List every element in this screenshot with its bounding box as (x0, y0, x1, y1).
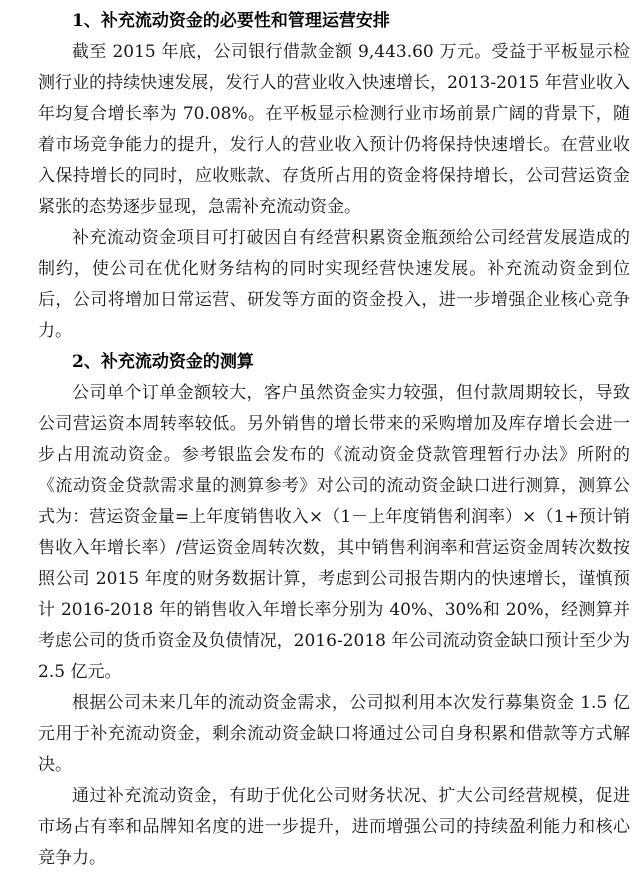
section-heading-2: 2、补充流动资金的测算 (72, 352, 254, 372)
section-heading-1: 1、补充流动资金的必要性和管理运营安排 (72, 11, 390, 31)
paragraph-necessity-2: 补充流动资金项目可打破因自有经营积累资金瓶颈给公司经营发展造成的制约，使公司在优化财务结构的同时实现经营快速发展。补充流动资金到位后，公司将增加日常运营、研发等方面的资金投入，进一步增强企业核心竞争力。 (38, 228, 630, 341)
paragraph-calculation-3: 通过补充流动资金，有助于优化公司财务状况、扩大公司经营规模，促进市场占有率和品牌知名度的进一步提升，进而增强公司的持续盈利能力和核心竞争力。 (38, 786, 630, 868)
paragraph-necessity-1: 截至 2015 年底，公司银行借款金额 9,443.60 万元。受益于平板显示检测行业的持续快速发展，发行人的营业收入快速增长，2013-2015 年营业收入年均复合增长率为 70.08%。在平板显示检测行业市场前景广阔的背景下，随着市场竞争能力的提升，发行人的营业收入预计仍将保持快速增长。在营业收入保持增长的同时，应收账款、存货所占用的资金将保持增长，公司营运资金紧张的态势逐步显现，急需补充流动资金。 (38, 42, 630, 217)
paragraph-calculation-1: 公司单个订单金额较大，客户虽然资金实力较强，但付款周期较长，导致公司营运资本周转率较低。另外销售的增长带来的采购增加及库存增长会进一步占用流动资金。参考银监会发布的《流动资金贷款管理暂行办法》所附的《流动资金贷款需求量的测算参考》对公司的流动资金缺口进行测算，测算公式为：营运资金量=上年度销售收入×（1－上年度销售利润率）×（1+预计销售收入年增长率）/营运资金周转次数，其中销售利润率和营运资金周转次数按照公司 2015 年度的财务数据计算，考虑到公司报告期内的快速增长，谨慎预计 2016-2018 年的销售收入年增长率分别为 40%、30%和 20%，经测算并考虑公司的货币资金及负债情况，2016-2018 年公司流动资金缺口预计至少为 2.5 亿元。 (38, 383, 630, 682)
paragraph-calculation-2: 根据公司未来几年的流动资金需求，公司拟利用本次发行募集资金 1.5 亿元用于补充流动资金，剩余流动资金缺口将通过公司自身积累和借款等方式解决。 (38, 693, 630, 775)
